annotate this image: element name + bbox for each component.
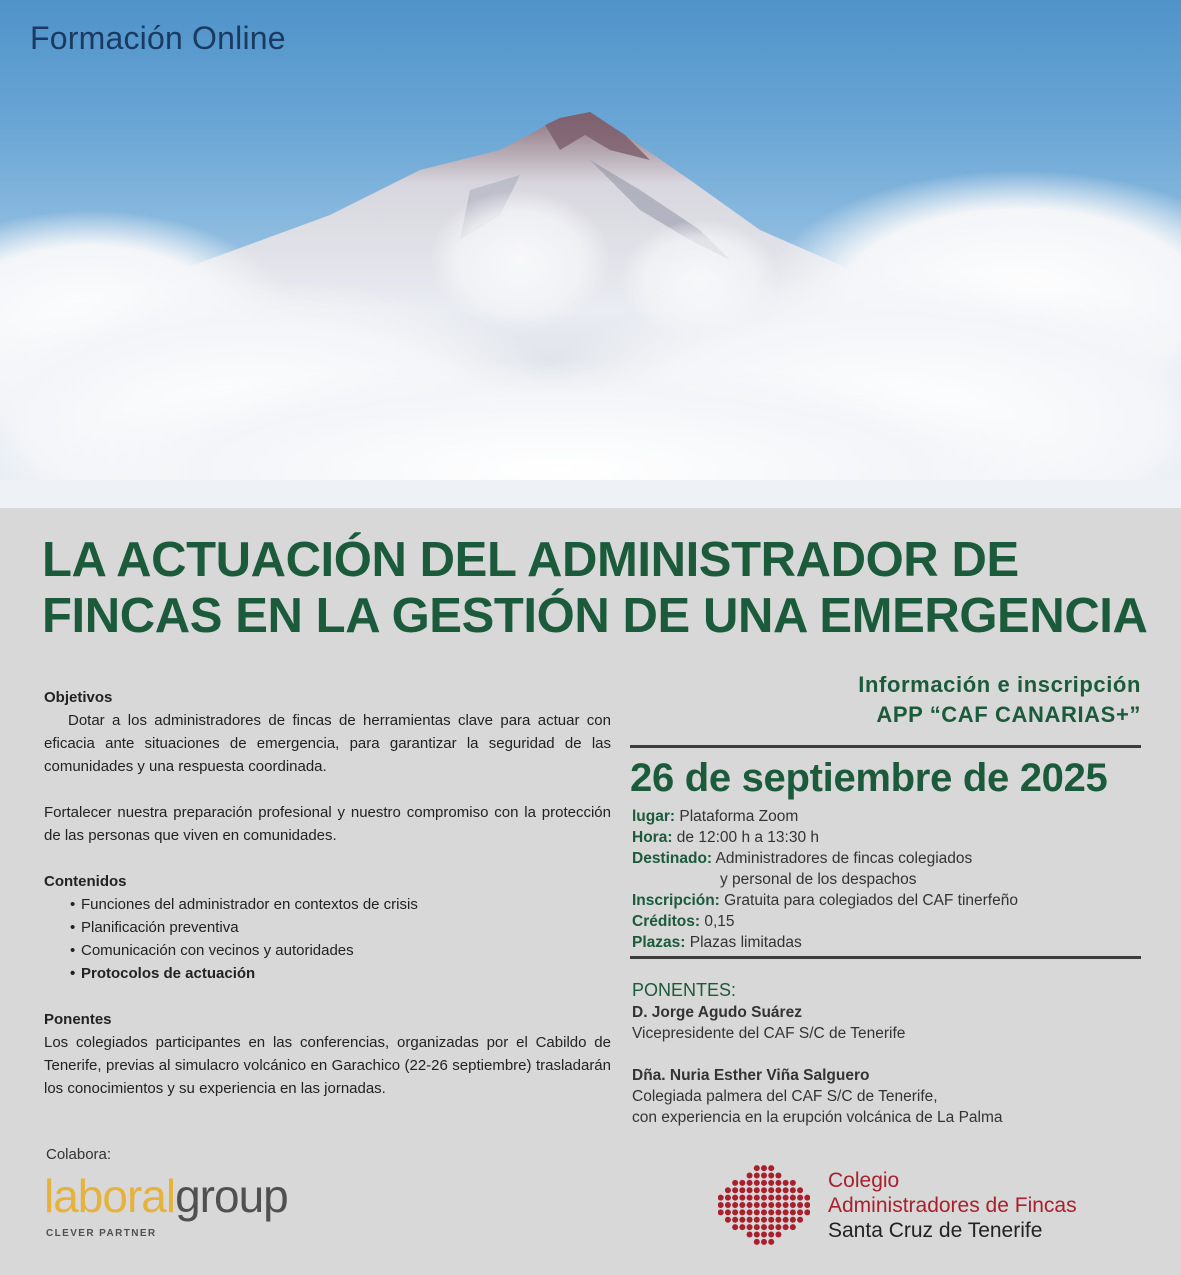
speakers-list bbox=[632, 1002, 1003, 1128]
college-line-2: Administradores de Fincas bbox=[828, 1194, 1077, 1217]
ponentes-heading: Ponentes bbox=[44, 1011, 112, 1028]
speakers-label: PONENTES: bbox=[632, 980, 737, 1000]
destinado-value-continued: y personal de los despachos bbox=[720, 871, 917, 888]
plazas-value: Plazas limitadas bbox=[689, 934, 802, 951]
list-item: • Protocolos de actuación bbox=[70, 962, 611, 985]
sponsor-tagline: CLEVER PARTNER bbox=[46, 1228, 157, 1239]
main-title: LA ACTUACIÓN DEL ADMINISTRADOR DE FINCAS EN LA GESTIÓN DE UNA EMERGENCIA bbox=[42, 533, 1148, 643]
laboralgroup-logo: laboralgroup bbox=[44, 1170, 288, 1222]
speaker-2-role-continued: con experiencia en la erupción volcánica de La Palma bbox=[632, 1109, 1003, 1126]
contenidos-heading: Contenidos bbox=[44, 873, 127, 890]
event-date: 26 de septiembre de 2025 bbox=[630, 756, 1108, 800]
event-details bbox=[632, 806, 1018, 953]
registration-app-name: APP “CAF CANARIAS+” bbox=[876, 702, 1141, 727]
divider bbox=[630, 956, 1141, 959]
hora-label: Hora: bbox=[632, 829, 673, 846]
objetivos-paragraph-1: Dotar a los administradores de fincas de herramientas clave para actuar con eficacia ante situaciones de emergencia, para garantizar la seguridad de las comunidades y una respuesta coordinada. bbox=[44, 712, 611, 775]
list-item: • Planificación preventiva bbox=[70, 916, 611, 939]
list-item: • Comunicación con vecinos y autoridades bbox=[70, 939, 611, 962]
college-logo bbox=[828, 1168, 1077, 1243]
lugar-label: lugar: bbox=[632, 808, 676, 825]
registration-info-line1: Información e inscripción bbox=[858, 672, 1141, 697]
speaker-2-name: Dña. Nuria Esther Viña Salguero bbox=[632, 1067, 870, 1084]
divider bbox=[630, 745, 1141, 748]
mountain-illustration bbox=[0, 0, 1181, 508]
college-line-1: Colegio bbox=[828, 1169, 900, 1192]
contenidos-list bbox=[44, 893, 611, 985]
sponsor-label: Colabora: bbox=[46, 1146, 112, 1163]
plazas-label: Plazas: bbox=[632, 934, 686, 951]
creditos-label: Créditos: bbox=[632, 913, 701, 930]
left-column bbox=[44, 686, 611, 1100]
speaker-1-role: Vicepresidente del CAF S/C de Tenerife bbox=[632, 1025, 906, 1042]
hero-title: Formación Online bbox=[30, 20, 286, 56]
hero-image bbox=[0, 0, 1181, 508]
lugar-value: Plataforma Zoom bbox=[679, 808, 799, 825]
speaker-1-name: D. Jorge Agudo Suárez bbox=[632, 1004, 802, 1021]
inscripcion-label: Inscripción: bbox=[632, 892, 720, 909]
college-line-3: Santa Cruz de Tenerife bbox=[828, 1219, 1043, 1242]
hora-value: de 12:00 h a 13:30 h bbox=[676, 829, 820, 846]
objetivos-paragraph-2: Fortalecer nuestra preparación profesional y nuestro compromiso con la protección de las personas que viven en comunidades. bbox=[44, 804, 611, 844]
destinado-value: Administradores de fincas colegiados bbox=[715, 850, 973, 867]
objetivos-heading: Objetivos bbox=[44, 689, 113, 706]
inscripcion-value: Gratuita para colegiados del CAF tinerfeño bbox=[724, 892, 1018, 909]
creditos-value: 0,15 bbox=[704, 913, 735, 930]
college-dots-logo-icon bbox=[718, 1164, 810, 1246]
destinado-label: Destinado: bbox=[632, 850, 713, 867]
speaker-2-role: Colegiada palmera del CAF S/C de Tenerife, bbox=[632, 1088, 938, 1105]
list-item: • Funciones del administrador en contextos de crisis bbox=[70, 893, 611, 916]
ponentes-paragraph: Los colegiados participantes en las conferencias, organizadas por el Cabildo de Tenerife, previas al simulacro volcánico en Garachico (22-26 septiembre) trasladarán los conocimientos y su experiencia en las jornadas. bbox=[44, 1034, 611, 1097]
registration-info bbox=[858, 670, 1141, 730]
